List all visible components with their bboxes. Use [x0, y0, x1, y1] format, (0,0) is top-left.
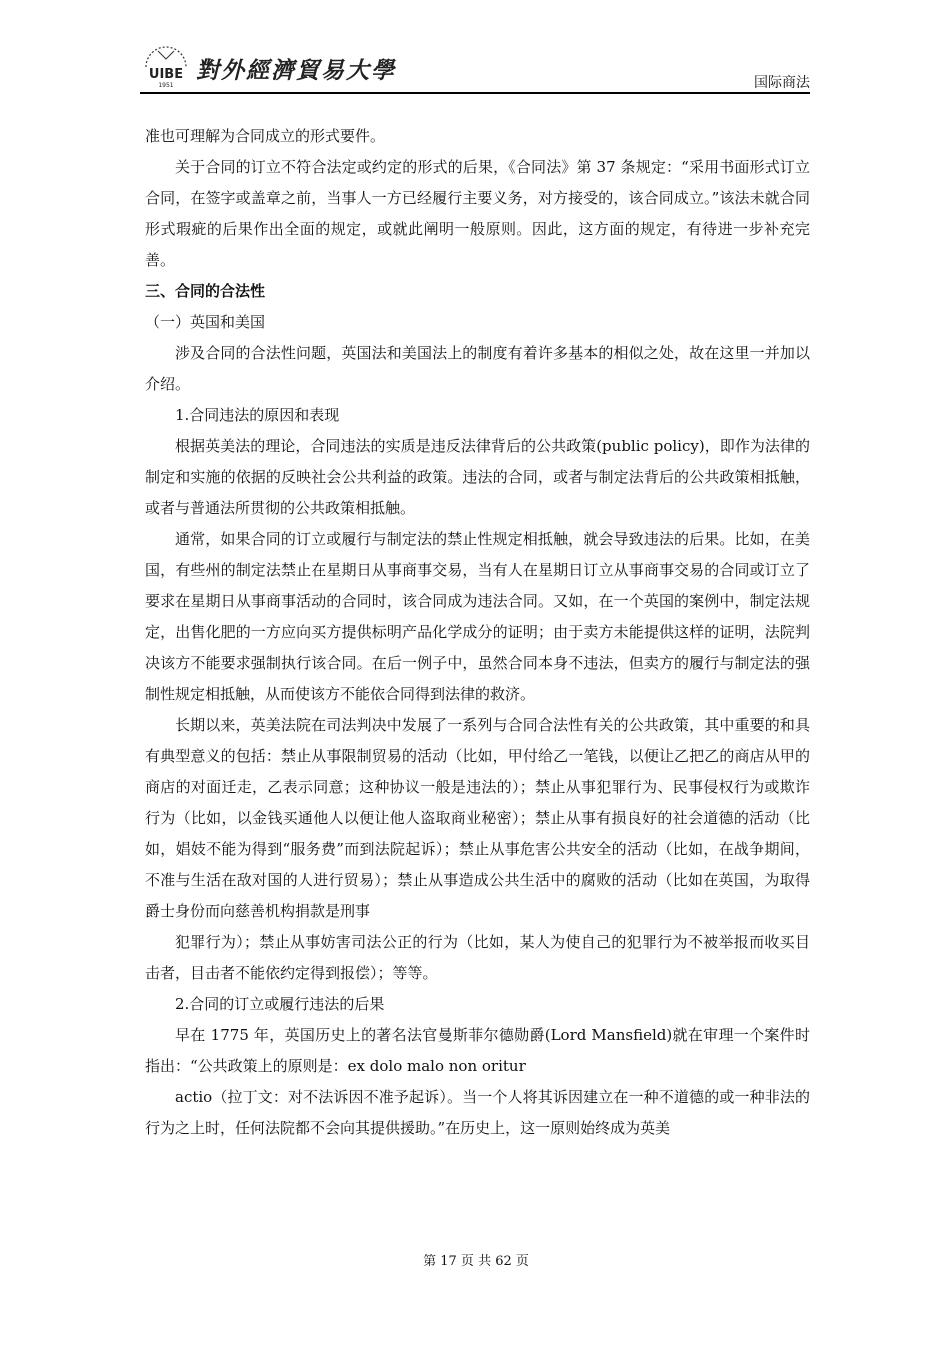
paragraph: 犯罪行为）；禁止从事妨害司法公正的行为（比如，某人为使自己的犯罪行为不被举报而收买目击者，目击者不能依约定得到报偿）；等等。	[145, 933, 810, 982]
page-header	[140, 40, 810, 95]
paragraph: 长期以来，英美法院在司法判决中发展了一系列与合同合法性有关的公共政策，其中重要的和具有典型意义的包括：禁止从事限制贸易的活动（比如，甲付给乙一笔钱，以便让乙把乙的商店从甲的商店的对面迁走，乙表示同意；这种协议一般是违法的）；禁止从事犯罪行为、民事侵权行为或欺诈行为（比如，以金钱买通他人以便让他人盗取商业秘密）；禁止从事有损良好的社会道德的活动（比如，娼妓不能为得到“服务费”而到法院起诉）；禁止从事危害公共安全的活动（比如，在战争期间，不准与生活在敌对国的人进行贸易）；禁止从事造成公共生活中的腐败的活动（比如在英国，为取得爵士身份而向慈善机构捐款是刑事	[145, 716, 810, 920]
paragraph: 通常，如果合同的订立或履行与制定法的禁止性规定相抵触，就会导致违法的后果。比如，在美国，有些州的制定法禁止在星期日从事商事交易，当有人在星期日订立从事商事交易的合同或订立了要求在星期日从事商事活动的合同时，该合同成为违法合同。又如，在一个英国的案例中，制定法规定，出售化肥的一方应向买方提供标明产品化学成分的证明；由于卖方未能提供这样的证明，法院判决该方不能要求强制执行该合同。在后一例子中，虽然合同本身不违法，但卖方的履行与制定法的强制性规定相抵触，从而使该方不能依合同得到法律的救济。	[145, 530, 810, 703]
course-title: 国际商法	[754, 75, 810, 91]
section-heading: 三、合同的合法性	[145, 282, 266, 300]
paragraph: 早在 1775 年，英国历史上的著名法官曼斯菲尔德勋爵(Lord Mansfield)就在审理一个案件时指出：“公共政策上的原则是：ex dolo malo non oritur	[145, 1026, 810, 1075]
subsection-heading: （一）英国和美国	[145, 313, 266, 331]
paragraph: 关于合同的订立不符合法定或约定的形式的后果，《合同法》第 37 条规定：“采用书面形式订立合同，在签字或盖章之前，当事人一方已经履行主要义务，对方接受的，该合同成立。”该法未就合同形式瑕疵的后果作出全面的规定，或就此阐明一般原则。因此，这方面的规定，有待进一步补充完善。	[145, 158, 810, 269]
header-rule	[140, 92, 810, 94]
page-body	[145, 121, 810, 1144]
school-name: 對外經濟貿易大學	[196, 57, 396, 84]
subsection-heading: 1.合同违法的原因和表现	[175, 406, 340, 424]
logo-text: UIBE	[148, 67, 184, 82]
paragraph: actio（拉丁文：对不法诉因不准予起诉）。当一个人将其诉因建立在一种不道德的或一种非法的行为之上时，任何法院都不会向其提供援助。”在历史上，这一原则始终成为英美	[145, 1088, 810, 1137]
subsection-heading: 2.合同的订立或履行违法的后果	[175, 995, 385, 1013]
paragraph: 准也可理解为合同成立的形式要件。	[145, 127, 386, 145]
paragraph: 根据英美法的理论，合同违法的实质是违反法律背后的公共政策(public policy)，即作为法律的制定和实施的依据的反映社会公共利益的政策。违法的合同，或者与制定法背后的公共政策相抵触，或者与普通法所贯彻的公共政策相抵触。	[145, 437, 810, 517]
paragraph: 涉及合同的合法性问题，英国法和美国法上的制度有着许多基本的相似之处，故在这里一并加以介绍。	[145, 344, 810, 393]
logo-year: 1951	[158, 82, 174, 89]
university-logo-icon	[140, 45, 192, 89]
page-footer: 第 17 页 共 62 页	[423, 1254, 529, 1269]
